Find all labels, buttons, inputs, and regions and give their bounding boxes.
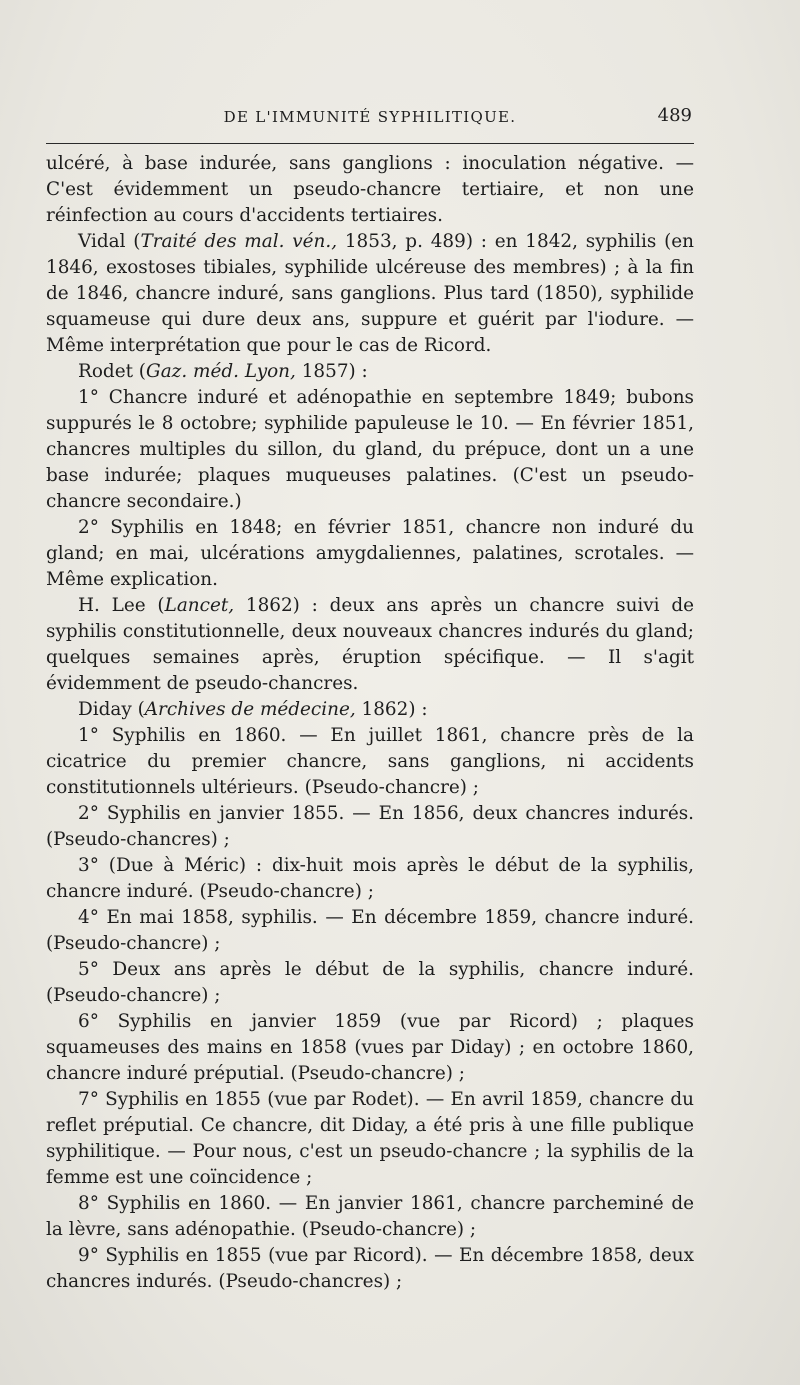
italic-citation: Traité des mal. vén., (140, 231, 338, 252)
paragraph (46, 151, 694, 229)
text-segment: 2° Syphilis en 1848; en février 1851, chancre non induré du gland; en mai, ulcérations amygdaliennes, palatines, scrotales. — Même explication. (46, 517, 694, 590)
text-segment: 1853, p. 489) : en 1842, syphilis (en 1846, exostoses tibiales, syphilide ulcéreuse des membres) ; à la fin de 1846, chancre induré, sans ganglions. Plus tard (1850), syphilide squameuse qui dure deux ans, suppure et guérit par l'iodure. — Même interprétation que pour le cas de Ricord. (46, 231, 694, 356)
text-segment: 2° Syphilis en janvier 1855. — En 1856, deux chancres indurés. (Pseudo-chancres) ; (46, 803, 694, 850)
text-segment: Vidal ( (78, 231, 141, 252)
paragraph (46, 1087, 694, 1191)
text-segment: H. Lee ( (78, 595, 165, 616)
italic-citation: Lancet, (164, 595, 235, 616)
text-segment: 8° Syphilis en 1860. — En janvier 1861, chancre parcheminé de la lèvre, sans adénopathie. (Pseudo-chancre) ; (46, 1193, 694, 1240)
paragraph (46, 723, 694, 801)
paragraph (46, 1191, 694, 1243)
text-segment: ulcéré, à base indurée, sans ganglions : inoculation négative. — C'est évidemment un pseudo-chancre tertiaire, et non une réinfection au cours d'accidents tertiaires. (46, 153, 694, 226)
paragraph (46, 593, 694, 697)
paragraph (46, 1009, 694, 1087)
text-segment: 5° Deux ans après le début de la syphilis, chancre induré. (Pseudo-chancre) ; (46, 959, 694, 1006)
paragraph (46, 229, 694, 359)
text-segment: 1862) : deux ans après un chancre suivi de syphilis constitutionnelle, deux nouveaux chancres indurés du gland; quelques semaines après, éruption spécifique. — Il s'agit évidemment de pseudo-chancres. (46, 595, 695, 694)
paragraph (46, 359, 694, 385)
text-segment: 1857) : (295, 361, 368, 382)
page-header (46, 104, 694, 130)
text-segment: 4° En mai 1858, syphilis. — En décembre 1859, chancre induré. (Pseudo-chancre) ; (46, 907, 694, 954)
paragraph (46, 853, 694, 905)
text-segment: 9° Syphilis en 1855 (vue par Ricord). — En décembre 1858, deux chancres indurés. (Pseudo-chancres) ; (46, 1245, 694, 1292)
page-number: 489 (657, 105, 692, 126)
text-segment: 1° Chancre induré et adénopathie en septembre 1849; bubons suppurés le 8 octobre; syphilide papuleuse le 10. — En février 1851, chancres multiples du sillon, du gland, du prépuce, dont un a une base indurée; plaques muqueuses palatines. (C'est un pseudo-chancre secondaire.) (46, 387, 694, 512)
italic-citation: Archives de médecine, (144, 699, 356, 720)
text-segment: 6° Syphilis en janvier 1859 (vue par Ricord) ; plaques squameuses des mains en 1858 (vues par Diday) ; en octobre 1860, chancre induré préputial. (Pseudo-chancre) ; (46, 1011, 694, 1084)
header-rule (46, 143, 694, 144)
italic-citation: Gaz. méd. Lyon, (146, 361, 296, 382)
paragraph (46, 957, 694, 1009)
text-segment: 1862) : (355, 699, 428, 720)
text-segment: 3° (Due à Méric) : dix-huit mois après le début de la syphilis, chancre induré. (Pseudo-chancre) ; (46, 855, 694, 902)
text-segment: 1° Syphilis en 1860. — En juillet 1861, chancre près de la cicatrice du premier chancre, sans ganglions, ni accidents constitutionnels ultérieurs. (Pseudo-chancre) ; (46, 725, 694, 798)
paragraph (46, 515, 694, 593)
paragraph (46, 801, 694, 853)
paragraph (46, 905, 694, 957)
running-title: DE L'IMMUNITÉ SYPHILITIQUE. (223, 108, 517, 126)
body-text (46, 151, 694, 1295)
text-segment: Diday ( (78, 699, 145, 720)
paragraph (46, 1243, 694, 1295)
paragraph (46, 697, 694, 723)
paragraph (46, 385, 694, 515)
text-segment: Rodet ( (78, 361, 146, 382)
text-segment: 7° Syphilis en 1855 (vue par Rodet). — En avril 1859, chancre du reflet préputial. Ce chancre, dit Diday, a été pris à une fille publique syphilitique. — Pour nous, c'est un pseudo-chancre ; la syphilis de la femme est une coïncidence ; (46, 1089, 694, 1188)
